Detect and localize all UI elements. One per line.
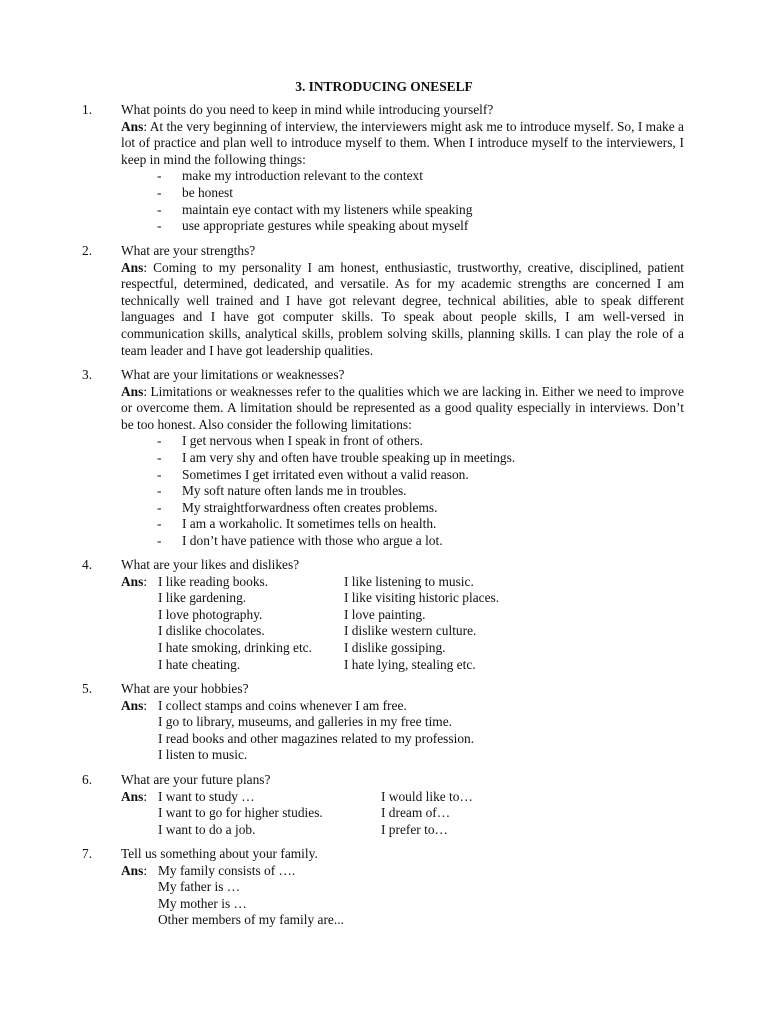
question-2 bbox=[82, 243, 684, 359]
question-5 bbox=[82, 681, 684, 764]
list-item: - I am a workaholic. It sometimes tells on health. bbox=[157, 516, 437, 532]
answer-label: Ans bbox=[121, 573, 144, 589]
answer-line: I listen to music. bbox=[158, 747, 248, 763]
answer-line: My family consists of …. bbox=[158, 862, 296, 878]
list-item: - Sometimes I get irritated even without a valid reason. bbox=[157, 466, 469, 482]
question-number: 1. bbox=[82, 102, 93, 117]
question-3 bbox=[82, 367, 684, 550]
question-6 bbox=[82, 772, 684, 838]
grid-row: I hate cheating. I hate lying, stealing etc. bbox=[158, 656, 476, 672]
answer-line: My mother is … bbox=[158, 895, 247, 911]
question-text: What are your strengths? bbox=[121, 243, 256, 258]
answer-line: I collect stamps and coins whenever I am free. bbox=[158, 697, 407, 713]
list-item: - be honest bbox=[157, 184, 233, 200]
answer-line: Other members of my family are... bbox=[158, 912, 344, 928]
answer-label: Ans bbox=[121, 862, 144, 878]
question-number: 6. bbox=[82, 772, 93, 787]
list-item: - use appropriate gestures while speaking about myself bbox=[157, 218, 469, 234]
answer-label: Ans bbox=[121, 697, 144, 713]
list-item: - My soft nature often lands me in troubles. bbox=[157, 483, 407, 499]
question-text: What are your future plans? bbox=[121, 772, 271, 787]
list-item: - make my introduction relevant to the context bbox=[157, 168, 423, 184]
answer-label: Ans bbox=[121, 788, 144, 804]
list-item: - My straightforwardness often creates problems. bbox=[157, 499, 438, 515]
question-text: What are your likes and dislikes? bbox=[121, 557, 300, 572]
answer-block: Ans: My family consists of …. My father is … My mother is … Other members of my family are... bbox=[121, 863, 684, 929]
question-text: What are your hobbies? bbox=[121, 681, 249, 696]
answer-text: : At the very beginning of interview, the interviewers might ask me to introduce myself. So, I make a lot of practice and plan well to introduce myself to them. When I introduce myself to the interviewers, I keep in mind the following things: bbox=[121, 118, 684, 167]
grid-row: I like gardening. I like visiting historic places. bbox=[158, 590, 500, 606]
answer-block: Ans: I collect stamps and coins whenever I am free. I go to library, museums, and galleries in my free time. I read books and other magazines related to my profession. I listen to music. bbox=[121, 698, 684, 764]
likes-dislikes-grid bbox=[158, 574, 684, 674]
question-text: What are your limitations or weaknesses? bbox=[121, 367, 345, 382]
question-number: 4. bbox=[82, 557, 93, 572]
answer-block: Ans: I want to study … I would like to… I want to go for higher studies. I dream of… I want to do a job. I prefer to… bbox=[121, 789, 684, 839]
answer-line: I read books and other magazines related to my profession. bbox=[158, 730, 475, 746]
grid-row: I want to study … I would like to… bbox=[158, 788, 473, 804]
question-number: 5. bbox=[82, 681, 93, 696]
grid-row: I dislike chocolates. I dislike western culture. bbox=[158, 623, 477, 639]
list-item: - I get nervous when I speak in front of others. bbox=[157, 433, 423, 449]
answer-line: I go to library, museums, and galleries in my free time. bbox=[158, 714, 453, 730]
answer-line: My father is … bbox=[158, 879, 241, 895]
grid-row: I want to go for higher studies. I dream of… bbox=[158, 805, 451, 821]
answer-label: Ans bbox=[121, 259, 144, 275]
question-number: 7. bbox=[82, 846, 93, 861]
answer-paragraph bbox=[121, 384, 684, 434]
grid-row: I love photography. I love painting. bbox=[158, 606, 426, 622]
list-item: - I am very shy and often have trouble speaking up in meetings. bbox=[157, 449, 516, 465]
list-item: - I don’t have patience with those who argue a lot. bbox=[157, 532, 443, 548]
question-7 bbox=[82, 846, 684, 929]
question-4 bbox=[82, 557, 684, 673]
answer-label: Ans bbox=[121, 118, 144, 134]
grid-row: I hate smoking, drinking etc. I dislike gossiping. bbox=[158, 639, 446, 655]
answer-label: Ans bbox=[121, 383, 144, 399]
answer-text: : Coming to my personality I am honest, enthusiastic, trustworthy, creative, disciplined, patient respectful, determined, dedicated, and versatile. As for my academic strengths are concerned I am technically well trained and I have got relevant degree, technical abilities, able to speak different languages and I have got computer skills. To speak about people skills, I am well-versed in communication skills, analytical skills, problem solving skills, planning skills. I can play the role of a team leader and I have got leadership qualities. bbox=[121, 259, 684, 358]
question-text: Tell us something about your family. bbox=[121, 846, 318, 861]
grid-row: I like reading books. I like listening to music. bbox=[158, 573, 474, 589]
question-number: 3. bbox=[82, 367, 93, 382]
answer-paragraph bbox=[121, 119, 684, 169]
bullet-list bbox=[121, 433, 684, 549]
plans-grid bbox=[158, 789, 684, 839]
grid-row: I want to do a job. I prefer to… bbox=[158, 821, 448, 837]
question-number: 2. bbox=[82, 243, 93, 258]
page-title: 3. INTRODUCING ONESELF bbox=[295, 79, 473, 94]
list-item: - maintain eye contact with my listeners while speaking bbox=[157, 201, 473, 217]
bullet-list bbox=[121, 168, 684, 234]
question-1 bbox=[82, 102, 684, 235]
answer-text: : Limitations or weaknesses refer to the qualities which we are lacking in. Either we need to improve or overcome them. A limitation should be represented as a good quality especially in interviews. Don’t be too honest. Also consider the following limitations: bbox=[121, 383, 684, 432]
answer-paragraph bbox=[121, 260, 684, 360]
answer-block: Ans: I like reading books. I like listening to music. I like gardening. I like visiting historic places. I love photography. I love painting. I dislike chocolates. I dislike western culture. I hate smoking, drinking etc. I dislike gossiping. I hate cheating. I hate lying, stealing etc. bbox=[121, 574, 684, 674]
question-text: What points do you need to keep in mind while introducing yourself? bbox=[121, 102, 494, 117]
